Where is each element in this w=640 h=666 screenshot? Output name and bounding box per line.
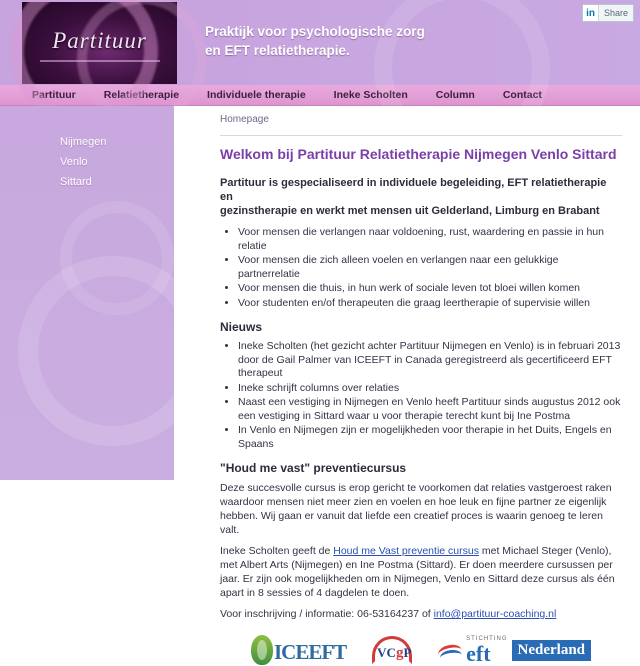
site-header xyxy=(0,0,640,85)
sidebar-menu xyxy=(0,106,174,192)
linkedin-in-icon[interactable]: in xyxy=(583,5,598,21)
nav-item-ineke-scholten[interactable]: Ineke Scholten xyxy=(333,89,408,101)
sidebar-item-nijmegen[interactable]: Nijmegen xyxy=(60,136,107,148)
linkedin-share-widget[interactable] xyxy=(582,4,634,22)
eft-swoosh-icon xyxy=(438,639,464,661)
sidebar xyxy=(0,106,174,480)
list-item: • Voor mensen die thuis, in hun werk of sociale leven tot bloei willen komen xyxy=(238,282,622,296)
vcgp-p: P xyxy=(403,645,412,660)
course-heading: "Houd me vast" preventiecursus xyxy=(220,461,407,475)
news-list xyxy=(220,340,622,451)
share-button-label[interactable]: Share xyxy=(598,5,633,21)
header-divider xyxy=(220,135,622,136)
site-logo[interactable] xyxy=(22,2,177,84)
nav-item-contact[interactable]: Contact xyxy=(502,89,542,101)
target-audience-list xyxy=(220,226,622,310)
intro-line2: gezinstherapie en werkt met mensen uit Gelderland, Limburg en Brabant xyxy=(220,205,600,217)
logo-iceeft[interactable] xyxy=(251,635,346,665)
logo-eft-nederland[interactable] xyxy=(438,636,591,665)
vcgp-vc: VC xyxy=(377,645,396,660)
header-tagline-line1: Praktijk voor psychologische zorg xyxy=(205,24,425,39)
list-item: • Ineke Scholten (het gezicht achter Partituur Nijmegen en Venlo) is in februari 2013 door de Gail Palmer van ICEEFT in Canada geregistreerd als gecertificeerd EFT therapeut xyxy=(238,340,622,381)
main-column xyxy=(174,106,640,666)
eft-nederland-box-label: Nederland xyxy=(512,640,592,661)
nav-item-relatietherapie[interactable]: Relatietherapie xyxy=(103,89,180,101)
iceeft-leaf-icon xyxy=(251,635,273,665)
vcgp-g: g xyxy=(395,645,404,661)
page-content xyxy=(0,106,640,666)
list-item: • Voor studenten en/of therapeuten die graag leertherapie of supervisie willen xyxy=(238,297,622,311)
eft-nederland-lockup xyxy=(438,636,591,665)
list-item: • In Venlo en Nijmegen zijn er mogelijkheden voor therapie in het Duits, Engels en Spaans xyxy=(238,424,622,451)
course-paragraph-2-post: met Michael Steger (Venlo), met Albert Arts (Nijmegen) en Ine Postma (Sittard). Er doen meerdere cursussen per jaar. Er zijn ook mogelijkheden om in Nijmegen, Venlo en Sittard deze cursus als één apart in 8 sessies of 4 dagdelen te doen. xyxy=(220,545,615,599)
list-item: • Voor mensen die verlangen naar voldoening, rust, waardering en passie in hun relatie xyxy=(238,226,622,253)
list-item: • Voor mensen die zich alleen voelen en verlangen naar een gelukkige partnerrelatie xyxy=(238,254,622,281)
logo-underline xyxy=(40,60,160,62)
logo-vcgp[interactable] xyxy=(372,636,412,664)
vcgp-lockup xyxy=(372,636,412,664)
eft-nederland-wordmark: eft xyxy=(466,640,491,666)
course-link[interactable]: Houd me Vast preventie cursus xyxy=(333,545,479,557)
eft-nederland-top-label: STICHTING xyxy=(466,635,508,642)
sidebar-item-venlo[interactable]: Venlo xyxy=(60,156,88,168)
sidebar-decoration-secondary xyxy=(60,201,174,315)
vcgp-letters xyxy=(377,645,411,662)
course-paragraph-2-pre: Ineke Scholten geeft de xyxy=(220,545,334,557)
intro-line1: Partituur is gespecialiseerd in individuele begeleiding, EFT relatietherapie en xyxy=(220,177,607,203)
contact-text: Voor inschrijving / informatie: 06-53164237 of xyxy=(220,608,434,620)
contact-email-link[interactable]: info@partituur-coaching.nl xyxy=(433,608,557,620)
list-item: • Ineke schrijft columns over relaties xyxy=(238,382,622,396)
header-tagline xyxy=(205,22,425,60)
partner-logos xyxy=(220,635,622,665)
sidebar-item-sittard[interactable]: Sittard xyxy=(60,176,92,188)
breadcrumb[interactable]: Homepage xyxy=(220,114,269,125)
contact-paragraph xyxy=(220,607,622,621)
intro-paragraph xyxy=(220,176,622,218)
nav-item-column[interactable]: Column xyxy=(435,89,475,101)
header-tagline-line2: en EFT relatietherapie. xyxy=(205,43,350,58)
news-heading: Nieuws xyxy=(220,320,263,334)
nav-item-partituur[interactable]: Partituur xyxy=(32,89,76,101)
eft-nederland-text-block xyxy=(466,636,507,665)
course-paragraph-1: Deze succesvolle cursus is erop gericht te voorkomen dat relaties vastgeroest raken waardoor mensen niet meer zien en voelen en hoe leuk en fijne partner ze eigenlijk hebben. Wij gaan er vanuit dat liefde een creatief proces is waarin genoeg te leren valt. xyxy=(220,482,612,536)
list-item: • Naast een vestiging in Nijmegen en Venlo heeft Partituur sinds augustus 2012 ook een vestiging in Sittard waar u voor therapie terecht kunt bij Ine Postma xyxy=(238,396,622,423)
vcgp-arc-icon xyxy=(372,636,412,664)
iceeft-lockup xyxy=(251,635,346,665)
course-paragraph-2 xyxy=(220,544,622,600)
iceeft-wordmark: ICEEFT xyxy=(273,640,347,664)
logo-wordmark: Partituur xyxy=(52,28,147,53)
nav-item-individuele-therapie[interactable]: Individuele therapie xyxy=(207,89,306,101)
page-title: Welkom bij Partituur Relatietherapie Nijmegen Venlo Sittard xyxy=(220,146,617,162)
